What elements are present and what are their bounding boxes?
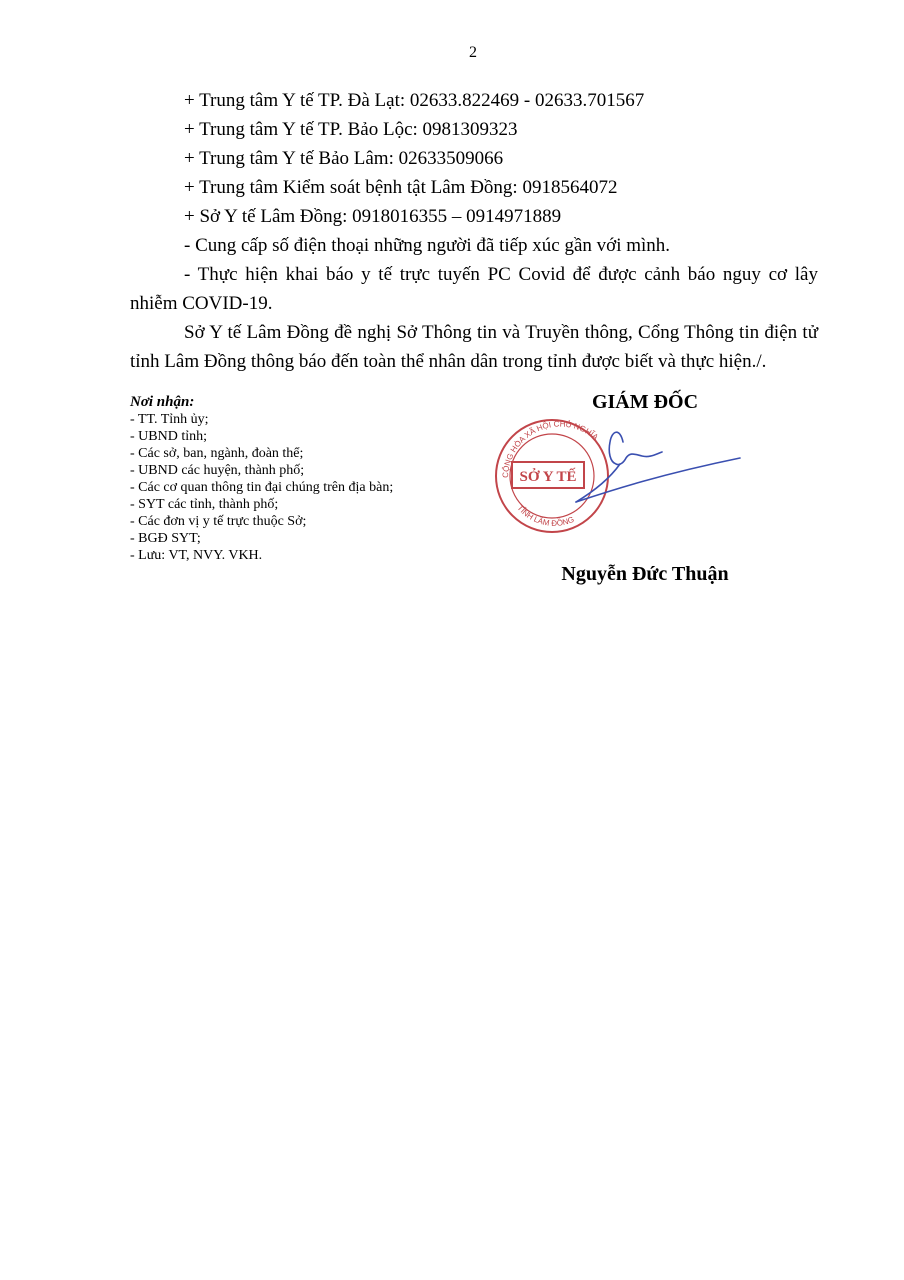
stamp-ring-text: CỘNG HÒA XÃ HỘI CHỦ NGHĨA [500,419,600,479]
recipients-title: Nơi nhận: [130,394,195,410]
signer-position: GIÁM ĐỐC [591,391,699,413]
recipient-item: - Các cơ quan thông tin đại chúng trên địa bàn; [130,480,394,495]
stamp-ring-text: TỈNH LÂM ĐỒNG [515,503,576,528]
recipients-list [130,411,470,564]
page-number: 2 [469,44,477,61]
contact-line: + Trung tâm Y tế TP. Bảo Lộc: 0981309323 [184,119,518,140]
recipients-block [130,394,470,564]
recipient-item: - Lưu: VT, NVY. VKH. [130,548,263,563]
official-stamp-seal-icon [492,418,752,538]
handwritten-signature [576,432,740,502]
contact-line: + Trung tâm Y tế TP. Đà Lạt: 02633.822469 - 02633.701567 [184,90,645,111]
stamp-and-signature [492,418,752,538]
recipient-item: - SYT các tỉnh, thành phố; [130,497,279,512]
instruction-item: - Cung cấp số điện thoại những người đã tiếp xúc gần với mình. [184,235,671,256]
contact-line: + Sở Y tế Lâm Đồng: 0918016355 – 0914971889 [184,206,562,227]
instruction-item: - Thực hiện khai báo y tế trực tuyến PC Covid để được cảnh báo nguy cơ lây nhiễm COVID-19. [130,264,818,314]
recipient-item: - BGĐ SYT; [130,531,201,546]
document-body [130,86,818,376]
recipient-item: - TT. Tỉnh ủy; [130,412,209,427]
recipient-item: - Các đơn vị y tế trực thuộc Sở; [130,514,307,529]
recipient-item: - Các sở, ban, ngành, đoàn thể; [130,446,304,461]
recipient-item: - UBND các huyện, thành phố; [130,463,305,478]
closing-paragraph: Sở Y tế Lâm Đồng đề nghị Sở Thông tin và Truyền thông, Cổng Thông tin điện tử tỉnh Lâm Đồng thông báo đến toàn thể nhân dân trong tỉnh được biết và thực hiện./. [130,322,818,372]
stamp-center-text: SỞ Y TẾ [519,469,577,485]
signer-name: Nguyễn Đức Thuận [561,563,729,585]
recipient-item: - UBND tỉnh; [130,429,207,444]
contact-line: + Trung tâm Kiểm soát bệnh tật Lâm Đồng: 0918564072 [184,177,618,198]
contact-line: + Trung tâm Y tế Bảo Lâm: 02633509066 [184,148,504,169]
